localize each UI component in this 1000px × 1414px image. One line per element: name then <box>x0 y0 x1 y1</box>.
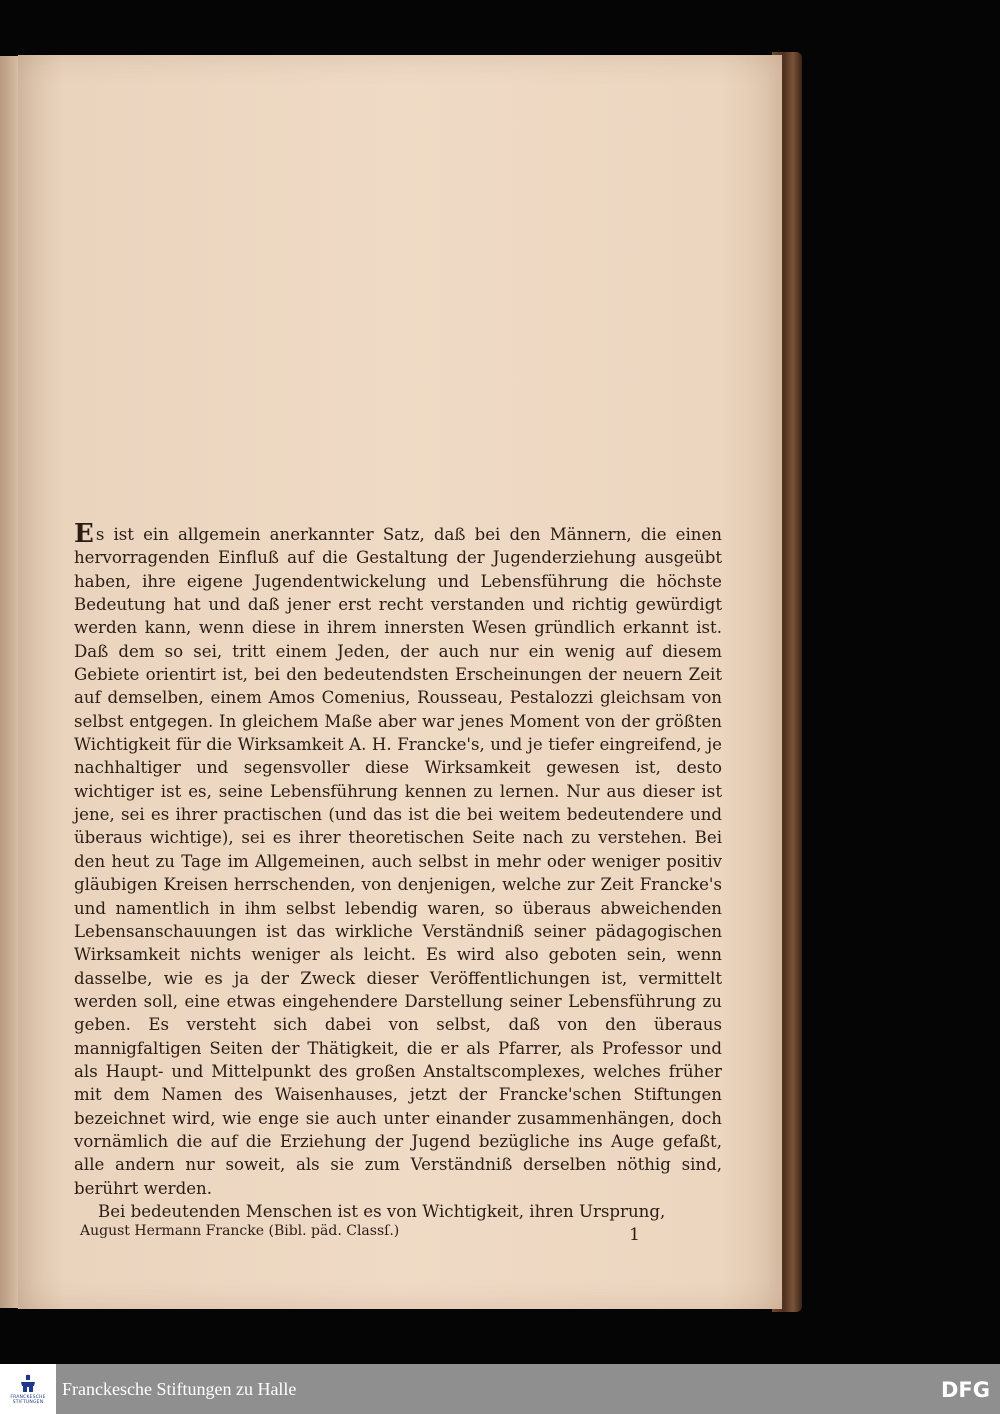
page-footer <box>80 1223 640 1245</box>
dfg-logo[interactable]: DFG <box>940 1378 990 1402</box>
body-text <box>74 519 722 1223</box>
page-number: 1 <box>629 1225 640 1245</box>
viewer-banner <box>0 1364 1000 1414</box>
paragraph-1-text: s ist ein allgemein anerkannter Satz, daß bei den Männern, die einen hervorragenden Einfluß auf die Gestaltung der Jugenderziehung ausgeübt haben, ihre eigene Jugendentwickelung und Lebensführung die höchste Bedeutung hat und daß jener erst recht verstanden und richtig gewürdigt werden kann, wenn diese in ihrem innersten Wesen gründlich erkannt ist. Daß dem so sei, tritt einem Jeden, der auch nur ein wenig auf diesem Gebiete orientirt ist, bei den bedeutendsten Erscheinungen der neuern Zeit auf demselben, einem Amos Comenius, Rousseau, Pestalozzi gleichsam von selbst entgegen. In gleichem Maße aber war jenes Moment von der größten Wichtigkeit für die Wirksamkeit A. H. Francke's, und je tiefer eingreifend, je nachhaltiger und segensvoller diese Wirksamkeit gewesen ist, desto wichtiger ist es, seine Lebensführung kennen zu lernen. Nur aus dieser ist jene, sei es ihrer practischen (und das ist die bei weitem bedeutendere und überaus wichtige), sei es ihrer theoretischen Seite nach zu verstehen. Bei den heut zu Tage im Allgemeinen, auch selbst in mehr oder weniger positiv gläubigen Kreisen herrschenden, von denjenigen, welche zur Zeit Francke's und namentlich in ihm selbst lebendig waren, so überaus abweichenden Lebensanschauungen ist das wirkliche Verständniß seiner pädagogischen Wirksamkeit nichts weniger als leicht. Es wird also geboten sein, wenn dasselbe, wie es ja der Zweck dieser Veröffentlichungen ist, vermittelt werden soll, eine etwas eingehendere Darstellung seiner Lebensführung zu geben. Es versteht sich dabei von selbst, daß von den überaus mannigfaltigen Seiten der Thätigkeit, die er als Pfarrer, als Professor und als Haupt- und Mittelpunkt des großen Anstaltscomplexes, welches früher mit dem Namen des Waisenhauses, jetzt der Francke'schen Stiftungen bezeichnet wird, wie enge sie auch unter einander zusammenhängen, doch vornämlich die auf die Erziehung der Jugend bezügliche ins Auge gefaßt, alle andern nur soweit, als sie zum Verständniß derselben nöthig sind, berührt werden. <box>74 525 722 1198</box>
francke-crest-icon <box>19 1374 37 1394</box>
paragraph-1 <box>74 519 722 1200</box>
paragraph-2 <box>74 1200 722 1223</box>
institution-logo[interactable] <box>0 1364 56 1414</box>
signature-line: August Hermann Francke (Bibl. päd. Classſ.) <box>80 1223 400 1239</box>
drop-initial: E <box>74 519 94 549</box>
institution-name[interactable]: Franckesche Stiftungen zu Halle <box>62 1378 297 1399</box>
book-page <box>18 55 782 1309</box>
logo-caption: FRANCKESCHE STIFTUNGEN <box>10 1394 46 1405</box>
paragraph-2-text: Bei bedeutenden Menschen ist es von Wichtigkeit, ihren Ursprung, <box>98 1201 666 1221</box>
